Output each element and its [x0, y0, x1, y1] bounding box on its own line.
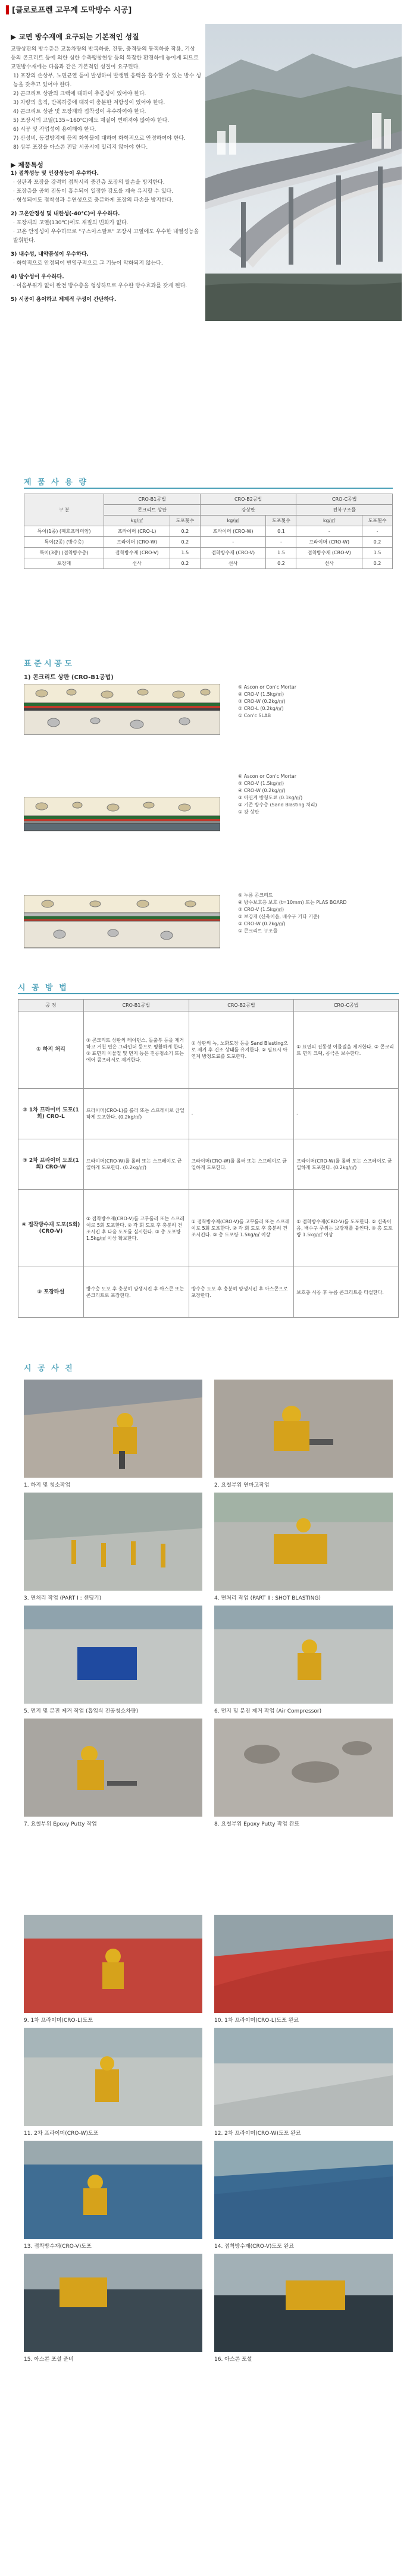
- method-cell: 방수층 도포 후 충분히 양생시킨 후 아스콘 또는 콘크리트로 포장한다.: [83, 1267, 189, 1318]
- table-row: [24, 548, 393, 558]
- method-cell: ① 접착방수재(CRO-V)를 도포한다. ② 신축이음, 배수구 주위는 보강재를 붙인다. ③ 총 도포량 1.5kg/㎡ 이상: [294, 1190, 399, 1267]
- feature-head: 5) 시공이 용이하고 체계적 구성이 간단하다.: [11, 297, 117, 303]
- spec-sub-col: 전복구조물: [296, 505, 393, 516]
- table-row: [18, 1139, 399, 1190]
- method-cell: ① 콘크리트 상판의 레이턴스, 돌출부 등을 제거하고 거친 면은 그라인더 등으로 평활하게 한다. ② 표면의 이물질 및 먼지 등은 진공청소기 또는 에어 콤프레서로 제거한다.: [83, 1011, 189, 1089]
- intro-list-item: 1) 포장의 손상부, 노면균열 등이 발생하여 발생된 응력을 흡수할 수 있는 방수 성능을 갖추고 있어야 한다.: [13, 73, 201, 88]
- spec-cell: 0.2: [170, 526, 200, 537]
- table-row: [24, 537, 393, 548]
- spec-cell: 선사: [200, 558, 266, 569]
- spec-head-left: 구 분: [24, 494, 104, 526]
- photo-caption: 15. 아스콘 포설 준비: [24, 2357, 74, 2363]
- layer-label: ② 기존 방수층 (Sand Blasting 처리): [238, 802, 317, 808]
- photo-3: [24, 1493, 202, 1591]
- spec-cell: 접착방수재 (CRO-V): [200, 548, 266, 558]
- feature-head: 4) 방수성이 우수하다.: [11, 274, 64, 280]
- method-cell: -: [189, 1089, 294, 1139]
- intro-section: [11, 33, 201, 304]
- spec-cell: 0.2: [362, 558, 393, 569]
- photo-caption: 3. 면처리 작업 (PART Ⅰ : 샌딩기): [24, 1595, 102, 1601]
- photo-2: [214, 1380, 393, 1478]
- layer-label: ③ 아연계 방청도료 (0.1kg/㎡): [238, 795, 303, 800]
- method-cell: ① 접착방수재(CRO-V)를 고무롤러 또는 스프레이로 5회 도포한다. ② 각 회 도포 후 충분히 건조시킨 후 다음 도포를 실시한다. ③ 총 도포량 1.5kg/㎡ 이상 확보한다.: [83, 1190, 189, 1267]
- intro-title: ▶ 교면 방수재에 요구되는 기본적인 성질: [11, 33, 139, 41]
- method-cell: 보호층 시공 후 누름 콘크리트를 타설한다.: [294, 1267, 399, 1318]
- photo-11: [24, 2028, 202, 2126]
- layer-diagram-2: [24, 797, 220, 850]
- intro-list-item: 6) 시공 및 작업성이 용이해야 한다.: [13, 127, 96, 133]
- intro-list-item: 4) 콘크리트 상판 및 포장재와 접착성이 우수하여야 한다.: [13, 109, 146, 115]
- layer-label: ④ CRO-V (1.5kg/㎡): [238, 692, 284, 697]
- spec-cell: -: [200, 537, 266, 548]
- spec-cell: -: [296, 526, 362, 537]
- photo-16: [214, 2254, 393, 2352]
- feature-body: · 형성되어도 접착성과 유연성으로 충분하게 포장의 파손을 방지한다.: [13, 197, 174, 203]
- spec-title: 제 품 사 용 량: [24, 478, 88, 487]
- page-title: [6, 4, 132, 15]
- spec-cell: 0.1: [266, 526, 296, 537]
- photo-7: [24, 1719, 202, 1817]
- method-head: 공 정: [18, 1000, 84, 1011]
- layer-label: ② CRO-L (0.2kg/㎡): [238, 706, 284, 711]
- spec-cell: 1.5: [266, 548, 296, 558]
- table-row: [18, 1267, 399, 1318]
- photo-caption: 1. 하지 및 청소작업: [24, 1482, 71, 1488]
- feature-head: 3) 내수성, 내약품성이 우수하다.: [11, 252, 89, 257]
- method-step: ② 1차 프라이머 도포(1회) CRO-L: [18, 1089, 84, 1139]
- spec-cell: 1.5: [362, 548, 393, 558]
- feature-body: · 포장층을 공히 진동이 흡수되어 일정한 강도를 계속 유지할 수 있다.: [13, 189, 174, 194]
- feature-body: · 고온 안정성이 우수하므로 "구스아스팔트" 포장시 고열에도 우수한 내열성능을 발휘한다.: [13, 229, 199, 244]
- intro-list-item: 5) 포장시의 고열(135~160℃)에도 재질이 변해져야 않아야 한다.: [13, 118, 170, 124]
- layer-label: ① 강 상판: [238, 809, 259, 815]
- method-cell: 방수층 도포 후 충분히 양생시킨 후 아스콘으로 포장한다.: [189, 1267, 294, 1318]
- layer-labels-1: [238, 684, 393, 720]
- table-row: [24, 558, 393, 569]
- spec-sub-col: 강상판: [200, 505, 296, 516]
- method-cell: 프라이머(CRO-W)를 롤러 또는 스프레이로 균일하게 도포한다. (0.2kg/㎡): [294, 1139, 399, 1190]
- method-cell: 프라이머(CRO-W)를 롤러 또는 스프레이로 균일하게 도포한다. (0.2kg/㎡): [83, 1139, 189, 1190]
- photo-13: [24, 2141, 202, 2239]
- feature-body: · 화학적으로 안정되어 반영구적으로 그 기능이 약화되지 않는다.: [13, 260, 163, 266]
- photo-caption: 2. 요철부위 연마고작업: [214, 1482, 270, 1488]
- layer-label: ④ 방수보호층 보호 (t=10mm) 또는 PLAS BOARD: [238, 900, 347, 905]
- table-row: [18, 1190, 399, 1267]
- method-step: ⑤ 포장타설: [18, 1267, 84, 1318]
- photo-caption: 9. 1차 프라이머(CRO-L)도포: [24, 2018, 93, 2024]
- spec-sub-col: 콘크리트 상판: [104, 505, 201, 516]
- photo-12: [214, 2028, 393, 2126]
- layer-label: ① 콘크리트 구조물: [238, 928, 278, 934]
- spec-cell: 0.2: [170, 558, 200, 569]
- photo-caption: 6. 먼지 및 분진 제거 작업 (Air Compressor): [214, 1708, 322, 1714]
- table-row: [24, 526, 393, 537]
- photo-caption: 5. 먼지 및 분진 제거 작업 (흡입식 진공청소차량): [24, 1708, 139, 1714]
- photo-caption: 16. 아스콘 포설: [214, 2357, 252, 2363]
- layer-label: ⑥ Ascon or Con'c Mortar: [238, 774, 297, 779]
- spec-unit: kg/㎡: [200, 516, 266, 526]
- layer-label: ⑤ 누름 콘크리트: [238, 893, 273, 898]
- photo-caption: 11. 2차 프라이머(CRO-W)도포: [24, 2131, 99, 2137]
- spec-cell: 0.2: [362, 537, 393, 548]
- intro-list-item: 7) 산성비, 동결방지제 등의 화학물에 대하여 화학적으로 안정하여야 한다.: [13, 136, 186, 142]
- intro-paragraph: 교량상판의 방수층은 교통차량의 반복하중, 진동, 충격등의 동적하중 작용, 기상 등의 콘크리트 등에 의한 심한 수축팽창현상 등의 복잡한 환경하에 놓이게 되므로 교면방수재에는 다음과 같은 기본적인 성질이 요구된다.: [11, 46, 199, 70]
- layer-label: ① Con'c SLAB: [238, 713, 271, 718]
- layer-diagram-3: [24, 895, 220, 954]
- method-step: ④ 접착방수재 도포(5회) (CRO-V): [18, 1190, 84, 1267]
- method-step: ① 하지 처리: [18, 1011, 84, 1089]
- intro-list-item: 8) 상부 포장을 아스콘 전달 시공시에 밀리지 않아야 한다.: [13, 144, 148, 150]
- photo-8: [214, 1719, 393, 1817]
- layer-label: ② CRO-W (0.2kg/㎡): [238, 921, 286, 926]
- photo-4: [214, 1493, 393, 1591]
- spec-row-label: 포장재: [24, 558, 104, 569]
- method-cell: 프라이머(CRO-W)를 롤러 또는 스프레이로 균일하게 도포한다.: [189, 1139, 294, 1190]
- spec-cell: 프라이머 (CRO-W): [104, 537, 170, 548]
- method-table: [18, 999, 399, 1318]
- intro-list-item: 3) 차량의 움직, 반복하중에 대하여 충분한 저항성이 있어야 한다.: [13, 100, 165, 106]
- method-head: CRO-B2공법: [189, 1000, 294, 1011]
- table-row: [18, 1089, 399, 1139]
- photo-15: [24, 2254, 202, 2352]
- spec-cell: 1.5: [170, 548, 200, 558]
- spec-cell: 프라이머 (CRO-W): [200, 526, 266, 537]
- spec-cell: 선사: [296, 558, 362, 569]
- spec-col-group: CRO-B2공법: [200, 494, 296, 505]
- photo-14: [214, 2141, 393, 2239]
- photo-caption: 4. 면처리 작업 (PART Ⅱ : SHOT BLASTING): [214, 1595, 321, 1601]
- page-title-text: [클로로프렌 고무계 도막방수 시공]: [12, 6, 132, 15]
- photo-5: [24, 1606, 202, 1704]
- photo-caption: 10. 1차 프라이머(CRO-L)도포 완료: [214, 2018, 299, 2024]
- layer-labels-2: [238, 773, 399, 816]
- standard-title: 표 준 시 공 도: [24, 659, 72, 668]
- spec-cell: 프라이머 (CRO-L): [104, 526, 170, 537]
- feature-head: 1) 접착성능 및 인장성능이 우수하다.: [11, 171, 99, 177]
- photos-title: 시 공 사 진: [24, 1364, 74, 1373]
- divider: [18, 993, 399, 994]
- table-row: [18, 1011, 399, 1089]
- layer-label: ③ CRO-W (0.2kg/㎡): [238, 699, 286, 704]
- photo-caption: 7. 요철부위 Epoxy Putty 작업: [24, 1821, 97, 1827]
- spec-unit: kg/㎡: [104, 516, 170, 526]
- spec-row-label: 특이(3종) (접착방수층): [24, 548, 104, 558]
- layer-label: ③ CRO-V (1.5kg/㎡): [238, 907, 284, 912]
- layer-label: ④ CRO-W (0.2kg/㎡): [238, 788, 286, 793]
- method-cell: -: [294, 1089, 399, 1139]
- feature-body: · 포장재의 고열(130℃)에도 재질의 변화가 없다.: [13, 220, 129, 226]
- layer-label: ② 보강재 (신축이음, 배수구 기타 기준): [238, 914, 320, 919]
- spec-cell: 0.2: [266, 558, 296, 569]
- photo-9: [24, 1915, 202, 2013]
- photo-10: [214, 1915, 393, 2013]
- method-step: ③ 2차 프라이머 도포(1회) CRO-W: [18, 1139, 84, 1190]
- feature-head: 2) 고온안정성 및 내한성(-40℃)이 우수하다.: [11, 211, 120, 217]
- method-head: CRO-B1공법: [83, 1000, 189, 1011]
- spec-col-group: CRO-C공법: [296, 494, 393, 505]
- method-head: CRO-C공법: [294, 1000, 399, 1011]
- photo-caption: 8. 요철부위 Epoxy Putty 작업 완료: [214, 1821, 300, 1827]
- spec-cell: -: [362, 526, 393, 537]
- features-title: ▶ 제품특성: [11, 161, 43, 169]
- spec-cell: 접착방수재 (CRO-V): [296, 548, 362, 558]
- photo-6: [214, 1606, 393, 1704]
- spec-cell: 선사: [104, 558, 170, 569]
- spec-cell: 0.2: [170, 537, 200, 548]
- spec-unit: kg/㎡: [296, 516, 362, 526]
- method-cell: 프라이머(CRO-L)를 롤러 또는 스프레이로 균일하게 도포한다. (0.2kg/㎡): [83, 1089, 189, 1139]
- spec-col-group: CRO-B1공법: [104, 494, 201, 505]
- layer-label: ⑤ CRO-V (1.5kg/㎡): [238, 781, 284, 786]
- spec-unit: 도포횟수: [266, 516, 296, 526]
- method-cell: ① 접착방수재(CRO-V)를 고무롤러 또는 스프레이로 5회 도포한다. ② 각 회 도포 후 충분히 건조시킨다. ③ 총 도포량 1.5kg/㎡ 이상: [189, 1190, 294, 1267]
- spec-cell: 접착방수재 (CRO-V): [104, 548, 170, 558]
- spec-cell: 프라이머 (CRO-W): [296, 537, 362, 548]
- spec-table: [24, 494, 393, 569]
- layer-labels-3: [238, 892, 399, 935]
- standard-sub1: 1) 콘크리트 상판 (CRO-B1공법): [24, 674, 114, 681]
- spec-unit: 도포횟수: [362, 516, 393, 526]
- title-marker: ▌: [6, 6, 12, 15]
- photo-caption: 13. 접착방수재(CRO-V)도포: [24, 2244, 92, 2250]
- photo-caption: 12. 2차 프라이머(CRO-W)도포 완료: [214, 2131, 301, 2137]
- layer-label: ⑤ Ascon or Con'c Mortar: [238, 684, 297, 690]
- spec-cell: -: [266, 537, 296, 548]
- photo-1: [24, 1380, 202, 1478]
- feature-body: · 이음부위가 없이 완전 방수층을 형성하므로 우수한 방수효과를 갖게 된다.: [13, 283, 187, 289]
- feature-body: · 상판과 포장을 강력히 접착시켜 중간층 포장의 탈손을 방지한다.: [13, 180, 165, 186]
- method-cell: ① 표면의 진동성 이물질을 제거한다. ② 콘크리트 면의 크랙, 공극은 보수한다.: [294, 1011, 399, 1089]
- method-title: 시 공 방 법: [18, 984, 68, 992]
- intro-list-item: 2) 콘크리트 상판의 크랙에 대하여 추종성이 있어야 한다.: [13, 91, 146, 97]
- method-cell: ① 상판의 녹, 노화도장 등을 Sand Blasting으로 제거 후 건조 상태를 유지한다. ② 필요시 아연계 방청도료를 도포한다.: [189, 1011, 294, 1089]
- layer-diagram-1: [24, 684, 220, 737]
- divider: [24, 488, 393, 489]
- spec-row-label: 특이(2종) (방수층): [24, 537, 104, 548]
- spec-row-label: 특이(1종) (폐호프레미엄): [24, 526, 104, 537]
- bridge-hero-image: [205, 24, 402, 321]
- spec-unit: 도포횟수: [170, 516, 200, 526]
- photo-caption: 14. 접착방수재(CRO-V)도포 완료: [214, 2244, 295, 2250]
